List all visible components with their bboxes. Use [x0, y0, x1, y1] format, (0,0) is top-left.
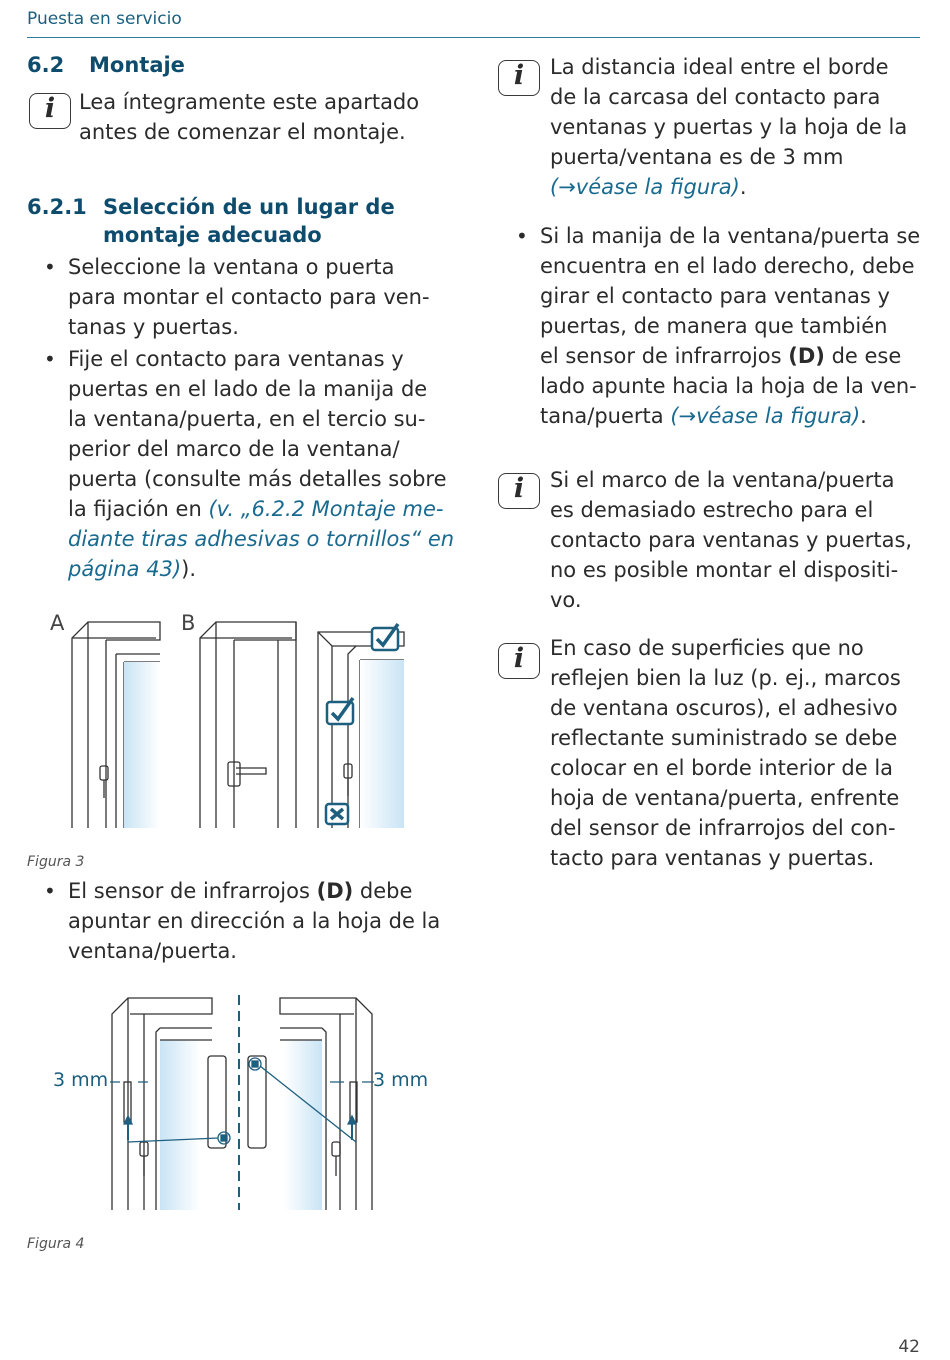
cross-icon	[326, 804, 348, 824]
subsection-heading	[27, 193, 395, 221]
subsection-number: 6.2.1	[27, 195, 87, 219]
bullet-item: • Seleccione la ventana o puerta para montar el contacto para ven- tanas y puertas.	[44, 255, 430, 339]
intro-note: Lea íntegramente este apartado antes de comenzar el montaje.	[79, 90, 420, 144]
dimension-label-left: 3 mm	[53, 1069, 109, 1091]
bullet-item: • Si la manija de la ventana/puerta se encuentra en el lado derecho, debe girar el contacto para ventanas y puertas, de manera que también el sensor de infrarrojos (D) de ese lado apunte hacia la hoja de la ven- tana/puerta (→véase la figura).	[516, 224, 921, 428]
checkmark-icon	[372, 624, 398, 650]
running-header: Puesta en servicio	[27, 9, 182, 29]
dimension-label-right: 3 mm	[373, 1069, 429, 1091]
info-icon: i	[29, 93, 71, 129]
info-note-distance: La distancia ideal entre el borde de la carcasa del contacto para ventanas y puertas y la hoja de la puerta/ventana es de 3 mm (→véase la figura).	[550, 55, 908, 199]
figure-4-illustration	[100, 990, 390, 1212]
subsection-title-line1: Selección de un lugar de	[103, 195, 395, 219]
info-note-dark-surfaces: En caso de superficies que no reflejen bien la luz (p. ej., marcos de ventana oscuros), el adhesivo reflectante suministrado se debe colocar en el borde interior de la hoja de ventana/puerta, enfrente del sensor de infrarrojos del con- tacto para ventanas y puertas.	[550, 636, 901, 870]
header-divider	[27, 37, 920, 38]
door-b	[200, 622, 296, 828]
figure-reference-link[interactable]: (→véase la figura)	[550, 175, 740, 199]
page-number: 42	[898, 1337, 920, 1357]
cross-reference-link[interactable]: (v. „6.2.2 Montaje me-	[208, 497, 444, 521]
checkmark-icon	[327, 698, 353, 724]
subsection-title-line2: montaje adecuado	[103, 223, 322, 247]
cross-reference-link[interactable]: página 43)	[68, 557, 182, 581]
section-heading	[27, 53, 185, 77]
figure-3-illustration	[60, 610, 420, 832]
figure-reference-link[interactable]: (→véase la figura)	[670, 404, 861, 428]
figure-3-caption: Figura 3	[27, 854, 85, 870]
bullet-item: • Fije el contacto para ventanas y puertas en el lado de la manija de la ventana/puerta, en el tercio su- perior del marco de la ventana/ puerta (consulte más detalles sobre la fijación en (v. „6.2.2 Montaje me- diante tiras adhesivas o tornillos“ en página 43)).	[44, 347, 455, 581]
info-note-narrow-frame: Si el marco de la ventana/puerta es demasiado estrecho para el contacto para ventanas y puertas, no es posible montar el dispositi- vo.	[550, 468, 913, 612]
figure-4-caption: Figura 4	[27, 1236, 85, 1252]
figure-label-a: A	[50, 611, 65, 635]
figure-label-b: B	[181, 611, 196, 635]
info-icon: i	[498, 643, 540, 679]
section-number: 6.2	[27, 53, 65, 77]
info-icon: i	[498, 473, 540, 509]
info-icon: i	[498, 60, 540, 96]
cross-reference-link[interactable]: diante tiras adhesivas o tornillos“ en	[68, 527, 455, 551]
bullet-item: • El sensor de infrarrojos (D) debe apuntar en dirección a la hoja de la ventana/puerta.	[44, 879, 441, 963]
section-title: Montaje	[89, 53, 185, 77]
